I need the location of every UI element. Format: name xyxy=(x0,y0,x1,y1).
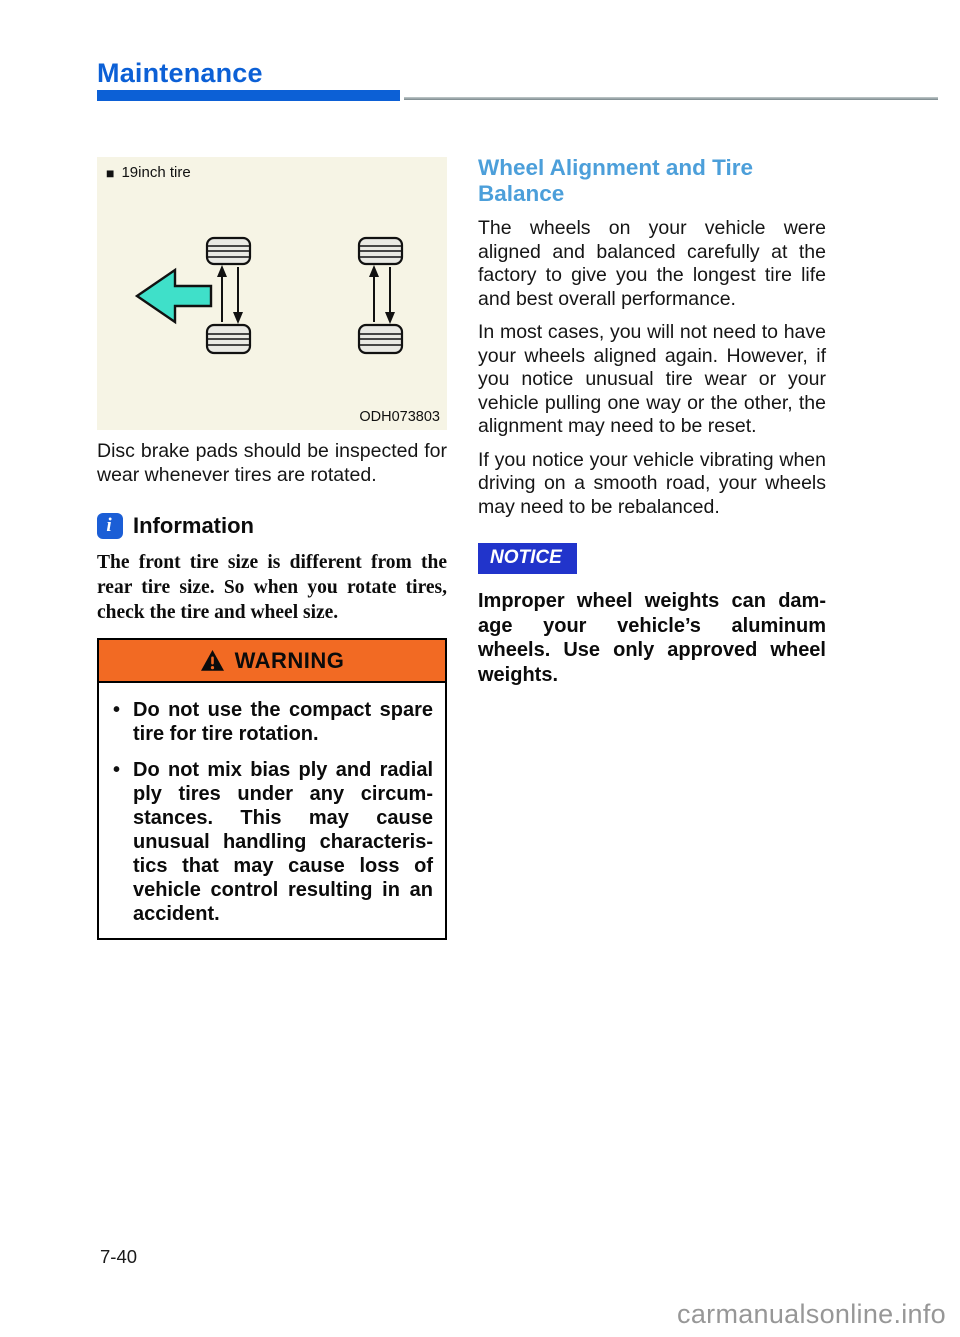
warning-header xyxy=(99,640,445,683)
chapter-title: Maintenance xyxy=(97,58,263,88)
information-title: Information xyxy=(133,513,254,538)
warning-item xyxy=(111,698,433,746)
rear-right-tire xyxy=(359,325,402,353)
warning-item-text: Do not use the compact spare tire for tire rotation. xyxy=(133,699,433,745)
left-direction-arrow-icon xyxy=(137,270,211,322)
rear-left-tire xyxy=(207,325,250,353)
warning-title: WARNING xyxy=(234,647,345,673)
figure-caption: ODH073803 xyxy=(359,409,440,425)
front-right-tire xyxy=(359,238,402,264)
header-rule xyxy=(404,97,938,100)
left-column xyxy=(97,157,447,940)
notice-body: Improper wheel weights can damage your vehicle’s aluminum wheels. Use only approved wheel weights. xyxy=(478,590,826,686)
intro-paragraph: Disc brake pads should be inspected for wear whenever tires are rotated. xyxy=(97,440,447,486)
tire-rotation-figure xyxy=(97,157,447,430)
warning-box xyxy=(97,638,447,940)
header-accent-bar xyxy=(97,90,400,101)
figure-label xyxy=(106,164,191,181)
page-number: 7-40 xyxy=(100,1246,138,1267)
paragraph: The wheels on your vehicle were aligned and balanced carefully at the factory to give you the longest tire life and best overall performance. xyxy=(478,217,826,310)
tire-rotation-diagram xyxy=(97,157,447,430)
warning-triangle-icon xyxy=(200,649,225,672)
watermark: carmanualsonline.info xyxy=(677,1299,946,1329)
info-icon: i xyxy=(97,513,123,539)
right-rotation-arrows xyxy=(369,265,395,324)
paragraph: If you notice your vehicle vibrating when driving on a smooth road, your wheels may need to be rebalanced. xyxy=(478,448,826,518)
bullet-icon: • xyxy=(113,699,121,721)
warning-item-text: Do not mix bias ply and radial ply tires under any circumstances. This may cause unusual handling characteristics that may cause loss of vehicle control resulting in an accident. xyxy=(133,759,433,925)
warning-item xyxy=(111,758,433,926)
square-bullet-icon: ■ xyxy=(106,164,115,181)
notice-badge: NOTICE xyxy=(478,543,577,574)
left-rotation-arrows xyxy=(217,265,243,324)
warning-body xyxy=(99,683,445,938)
front-left-tire xyxy=(207,238,250,264)
information-header xyxy=(97,513,447,539)
information-body: The front tire size is different from the rear tire size. So when you rotate tires, check the tire and wheel size. xyxy=(97,552,447,623)
section-heading: Wheel Alignment and Tire Balance xyxy=(478,155,754,206)
paragraph: In most cases, you will not need to have your wheels aligned again. However, if you notice unusual tire wear or your vehicle pulling one way or the other, the alignment may need to be reset. xyxy=(478,321,826,437)
right-column xyxy=(478,155,826,687)
figure-label-text: 19inch tire xyxy=(121,164,191,181)
bullet-icon: • xyxy=(113,759,121,781)
